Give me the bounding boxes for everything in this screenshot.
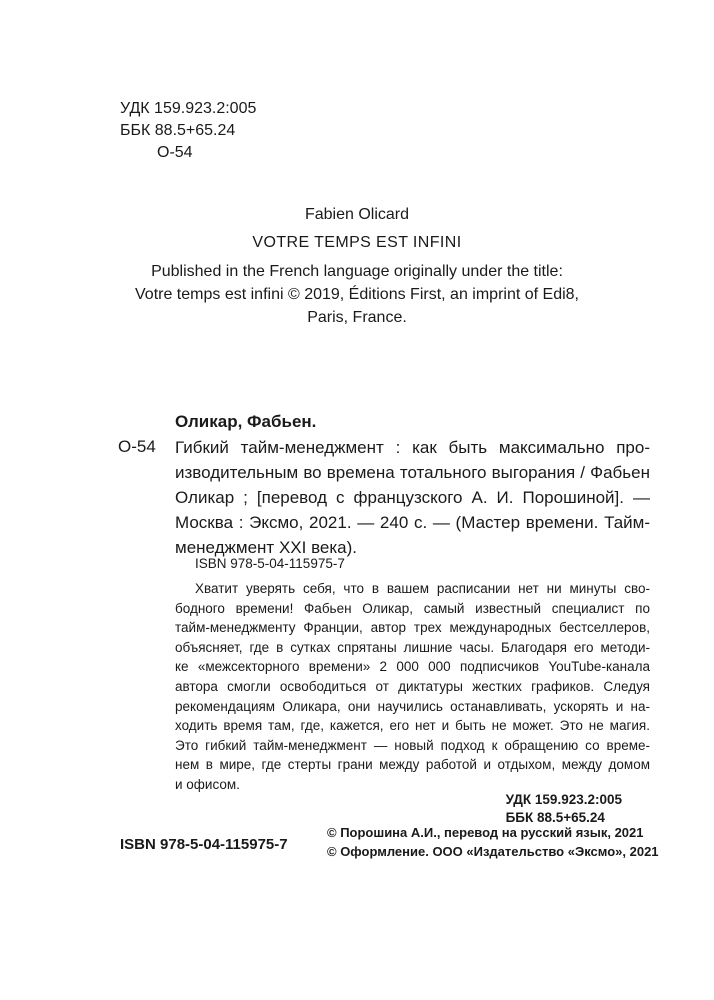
publication-notice	[0, 260, 714, 329]
author-mark: О-54	[157, 144, 193, 161]
annotation-line: объясняет, где в сутках спрятаны лишние часы. Благодаря его методи-	[175, 639, 650, 655]
publication-line: Published in the French language originally under the title:	[151, 263, 563, 280]
annotation-line: автора смогли освободиться от диктатуры жестких графиков. Следуя	[175, 678, 650, 694]
annotation-line: бодного времени! Фабьен Оликар, самый известный специалист по	[175, 600, 650, 616]
publication-line: Paris, France.	[307, 309, 407, 326]
description-line: Оликар ; [перевод с французского А. И. Порошиной]. —	[175, 488, 650, 507]
bibliographic-description	[175, 435, 650, 560]
annotation-line: Это гибкий тайм-менеджмент — новый подход к обращению со време-	[175, 737, 650, 753]
annotation-line: ке «межсекторного времени» 2 000 000 подписчиков YouTube-канала	[175, 659, 650, 675]
udk-code: УДК 159.923.2:005	[120, 100, 257, 117]
description-line: менеджмент XXI века).	[175, 538, 358, 557]
footer-bbk-code: ББК 88.5+65.24	[505, 810, 605, 825]
original-author: Fabien Olicard	[304, 206, 410, 223]
footer-classification-codes	[506, 791, 622, 827]
description-line: Москва : Эксмо, 2021. — 240 с. — (Мастер времени. Тайм-	[175, 513, 650, 532]
original-title: VOTRE TEMPS EST INFINI	[252, 234, 462, 251]
copyright-translation: © Порошина А.И., перевод на русский язык, 2021	[327, 825, 644, 840]
bbk-code: ББК 88.5+65.24	[120, 122, 236, 139]
annotation-line: ходить время там, где, кажется, его нет и быть не может. Это не магия.	[175, 718, 650, 734]
annotation	[175, 579, 650, 795]
record-author: Оликар, Фабьен.	[175, 412, 317, 431]
record-author-mark: О-54	[118, 437, 156, 456]
classification-codes	[120, 98, 256, 164]
record-isbn: ISBN 978-5-04-115975-7	[195, 556, 345, 571]
annotation-line: рекомендациям Оликара, они научились останавливать, ускорять и на-	[175, 698, 650, 714]
footer-isbn: ISBN 978-5-04-115975-7	[120, 836, 288, 853]
description-line: Гибкий тайм-менеджмент : как быть максимально про-	[175, 438, 650, 457]
annotation-line: Хватит уверять себя, что в вашем расписании нет ни минуты сво-	[195, 581, 650, 596]
annotation-line: нем в мире, где стерты грани между работой и отдыхом, между домом	[175, 757, 650, 773]
copyright-design: © Оформление. ООО «Издательство «Эксмо», 2021	[327, 844, 659, 859]
annotation-line: тайм-менеджменту Франции, автор трех международных бестселлеров,	[175, 620, 650, 636]
publication-line: Votre temps est infini © 2019, Éditions First, an imprint of Edi8,	[135, 286, 579, 303]
footer-udk-code: УДК 159.923.2:005	[505, 792, 622, 807]
description-line: изводительным во времена тотального выгорания / Фабьен	[175, 463, 650, 482]
copyright-block	[327, 823, 659, 861]
annotation-line: и офисом.	[175, 776, 240, 792]
